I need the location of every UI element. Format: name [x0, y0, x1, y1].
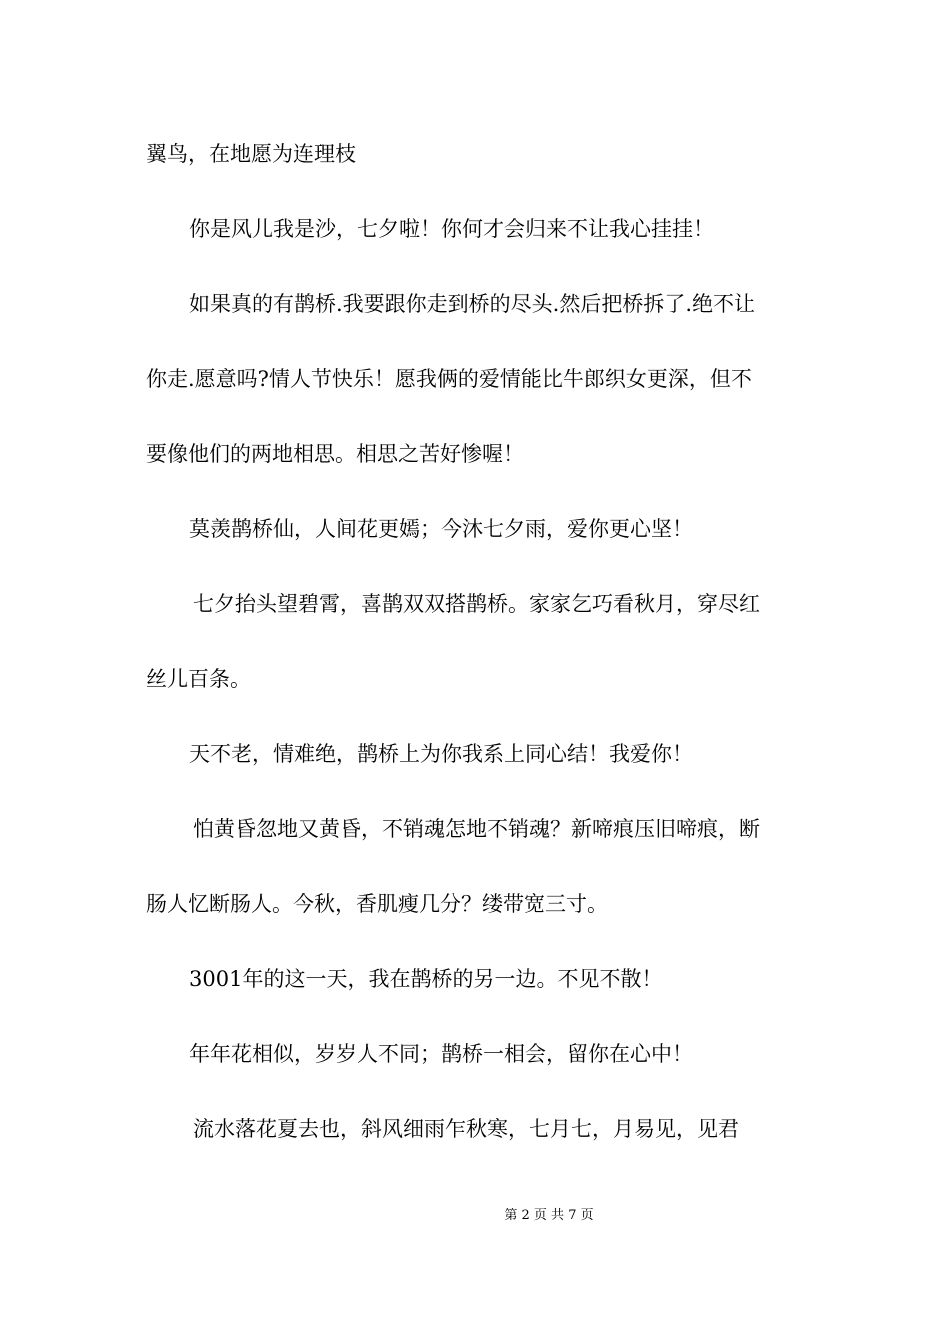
page-footer	[0, 1206, 950, 1226]
text-line: 莫羡鹊桥仙，人间花更嫣；今沐七夕雨，爱你更心坚！	[189, 517, 693, 541]
text-line: 翼鸟，在地愿为连理枝	[146, 142, 356, 166]
text-line: 七夕抬头望碧霄，喜鹊双双搭鹊桥。家家乞巧看秋月，穿尽红	[193, 592, 760, 616]
text-line: 丝儿百条。	[146, 667, 251, 691]
text-line: 你是风儿我是沙，七夕啦！你何才会归来不让我心挂挂！	[189, 217, 714, 241]
text-line: 天不老，情难绝，鹊桥上为你我系上同心结！我爱你！	[189, 742, 693, 766]
text-line: 年年花相似，岁岁人不同；鹊桥一相会，留你在心中！	[189, 1042, 693, 1066]
document-body	[146, 131, 810, 1181]
text-line: 你走.愿意吗?情人节快乐！愿我俩的爱情能比牛郎织女更深，但不	[146, 367, 752, 391]
text-line: 3001年的这一天，我在鹊桥的另一边。不见不散！	[189, 967, 663, 991]
text-line: 怕黄昏忽地又黄昏，不销魂怎地不销魂？新啼痕压旧啼痕，断	[193, 817, 760, 841]
page-number: 第 2 页 共 7 页	[504, 1208, 594, 1223]
text-line: 流水落花夏去也，斜风细雨乍秋寒，七月七，月易见，见君	[193, 1117, 739, 1141]
text-line: 如果真的有鹊桥.我要跟你走到桥的尽头.然后把桥拆了.绝不让	[189, 292, 756, 316]
text-line: 要像他们的两地相思。相思之苦好惨喔！	[146, 442, 524, 466]
text-line: 肠人忆断肠人。今秋，香肌瘦几分？缕带宽三寸。	[146, 892, 608, 916]
